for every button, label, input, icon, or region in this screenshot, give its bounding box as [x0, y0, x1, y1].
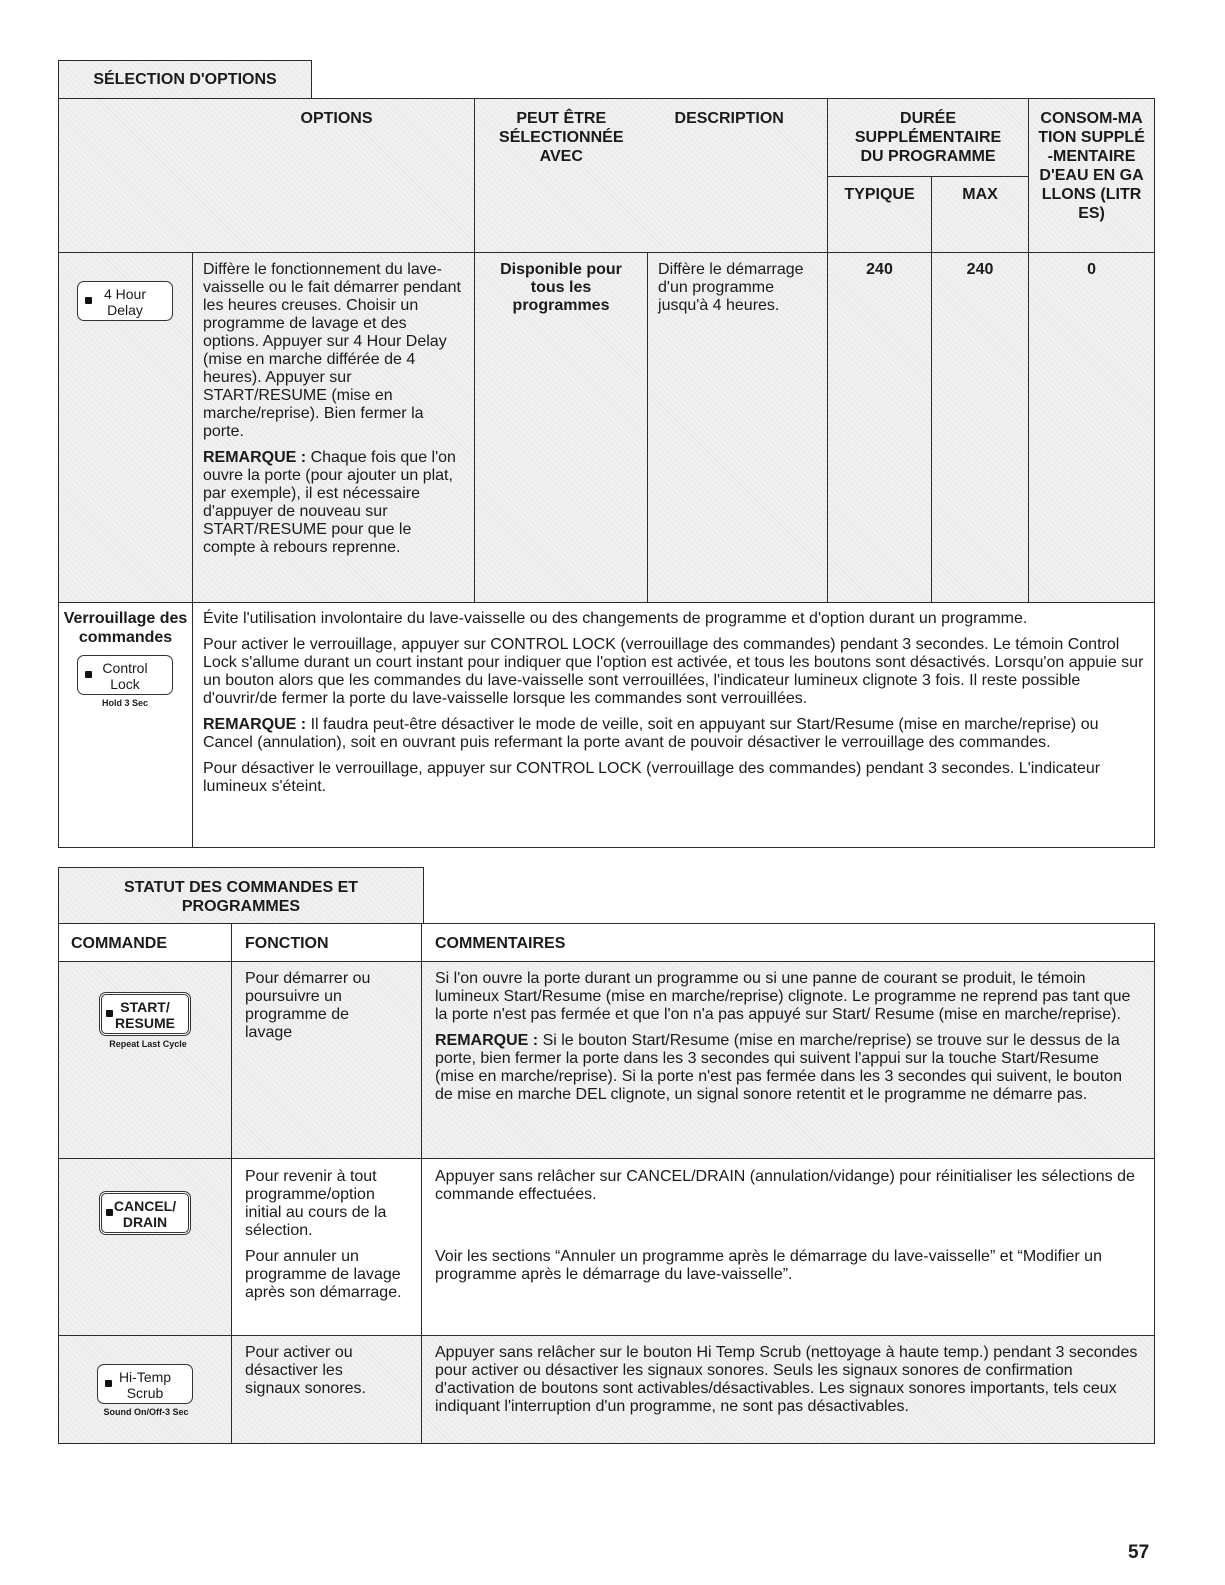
- cancel-drain-line1: CANCEL/: [113, 1198, 177, 1214]
- delay-max-cell: [932, 253, 1029, 603]
- indicator-light-icon: [105, 1380, 112, 1387]
- lock-text-cell: [193, 603, 1155, 848]
- hi-temp-line1: Hi-Temp: [118, 1369, 172, 1385]
- delay-note-label: REMARQUE :: [203, 449, 307, 466]
- status-row-start: [59, 962, 1155, 1159]
- status-title-line1: STATUT DES COMMANDES ET: [123, 879, 359, 896]
- lock-label: Verrouillage des commandes: [63, 610, 188, 646]
- status-row-hitemp: [59, 1336, 1155, 1444]
- delay-row: [59, 253, 1155, 603]
- control-lock-line1: Control: [102, 660, 148, 676]
- cancel-function-p1: Pour revenir à tout programme/option initial au cours de la sélection.: [245, 1168, 387, 1239]
- start-comment-p1: Si l'on ouvre la porte durant un programme ou si une panne de courant se produit, le témoin lumineux Start/Resume (mise en marche/reprise) clignote. Le programme ne reprend pas tant que la porte n'est pas fermée et que l'on n'a pas appuyé sur Start/ Resume (mise en marche/reprise).: [435, 970, 1131, 1023]
- delay-description-cell: [648, 253, 828, 603]
- start-note-label: REMARQUE :: [435, 1032, 539, 1049]
- hitemp-function-cell: [232, 1336, 422, 1444]
- cancel-drain-line2: DRAIN: [122, 1214, 168, 1230]
- header-options-text: OPTIONS: [300, 110, 373, 127]
- delay-typical-value: 240: [866, 261, 893, 278]
- lock-row: [59, 603, 1155, 848]
- header-added-time-text: DURÉE SUPPLÉMENTAIRE DU PROGRAMME: [854, 110, 1002, 165]
- cancel-comment-p2: Voir les sections “Annuler un programme après le démarrage du lave-vaisselle” et “Modifier un programme après le démarrage du lave-vaisselle”.: [435, 1248, 1102, 1283]
- header-typical: [828, 177, 932, 253]
- options-section-title: [58, 60, 312, 99]
- lock-p1: Évite l'utilisation involontaire du lave-vaisselle ou des changements de programme et d'option durant un programme.: [203, 610, 1028, 627]
- status-table: [58, 923, 1155, 1444]
- start-button-cell: [59, 962, 232, 1159]
- delay-option-cell: [193, 253, 475, 603]
- header-options: [59, 99, 475, 253]
- delay-selectable-text: Disponible pour tous les programmes: [500, 261, 622, 314]
- delay-selectable-cell: [475, 253, 648, 603]
- delay-description-text: Diffère le démarrage d'un programme jusqu'à 4 heures.: [658, 261, 804, 314]
- header-function-text: FONCTION: [245, 935, 329, 952]
- start-resume-line1: START/: [120, 999, 170, 1015]
- cancel-comment-p1: Appuyer sans relâcher sur CANCEL/DRAIN (annulation/vidange) pour réinitialiser les sélections de commande effectuées.: [435, 1168, 1135, 1203]
- start-function-text: Pour démarrer ou poursuivre un programme de lavage: [245, 970, 371, 1041]
- hi-temp-scrub-button[interactable]: [97, 1364, 193, 1404]
- delay-note: [203, 449, 464, 557]
- hi-temp-line2: Scrub: [126, 1385, 164, 1401]
- delay-typical-cell: [828, 253, 932, 603]
- delay-button-cell: [59, 253, 193, 603]
- status-row-cancel: [59, 1159, 1155, 1336]
- lock-note-label: REMARQUE :: [203, 716, 307, 733]
- lock-note: [203, 716, 1144, 752]
- cancel-comment-cell: [422, 1159, 1155, 1336]
- hi-temp-caption: Sound On/Off-3 Sec: [103, 1407, 189, 1417]
- start-comment-cell: [422, 962, 1155, 1159]
- control-lock-line2: Lock: [110, 676, 140, 692]
- indicator-light-icon: [106, 1010, 113, 1017]
- indicator-light-icon: [106, 1209, 113, 1216]
- header-command: [59, 924, 232, 962]
- lock-label-cell: [59, 603, 193, 848]
- hitemp-button-cell: [59, 1336, 232, 1444]
- start-resume-line2: RESUME: [115, 1015, 175, 1031]
- status-section-title: [58, 867, 424, 923]
- start-resume-caption: Repeat Last Cycle: [109, 1039, 187, 1049]
- start-note: [435, 1032, 1142, 1104]
- header-function: [232, 924, 422, 962]
- four-hour-delay-line1: 4 Hour: [103, 286, 147, 302]
- cancel-drain-button[interactable]: [99, 1191, 191, 1235]
- start-function-cell: [232, 962, 422, 1159]
- header-description-text: DESCRIPTION: [674, 110, 784, 127]
- status-header-row: [59, 924, 1155, 962]
- lock-p4: Pour désactiver le verrouillage, appuyer sur CONTROL LOCK (verrouillage des commandes) pendant 3 secondes. L'indicateur lumineux s'éteint.: [203, 760, 1101, 795]
- options-section-title-text: SÉLECTION D'OPTIONS: [93, 71, 277, 88]
- delay-option-text: Diffère le fonctionnement du lave-vaisselle ou le fait démarrer pendant les heures creuses. Choisir un programme de lavage et des options. Appuyer sur 4 Hour Delay (mise en marche différée de 4 heures). Appuyer sur START/RESUME (mise en marche/reprise). Bien fermer la porte.: [203, 261, 461, 440]
- delay-note-text: Chaque fois que l'on ouvre la porte (pour ajouter un plat, par exemple), il est nécessaire d'appuyer de nouveau sur START/RESUME pour que le compte à rebours reprenne.: [203, 449, 456, 556]
- options-table: [58, 98, 1155, 848]
- header-typical-text: TYPIQUE: [844, 186, 915, 203]
- cancel-function-p2: Pour annuler un programme de lavage après son démarrage.: [245, 1248, 402, 1301]
- delay-water-cell: [1029, 253, 1155, 603]
- header-selectable-with-text: PEUT ÊTRE SÉLECTIONNÉE AVEC: [499, 110, 624, 165]
- cancel-button-cell: [59, 1159, 232, 1336]
- header-comments-text: COMMENTAIRES: [435, 935, 566, 952]
- start-resume-button[interactable]: [99, 992, 191, 1036]
- header-max-text: MAX: [962, 186, 998, 203]
- header-command-text: COMMANDE: [71, 935, 167, 952]
- header-water: [1029, 99, 1155, 253]
- status-title-line2: PROGRAMMES: [181, 898, 301, 915]
- control-lock-button[interactable]: [77, 655, 173, 695]
- header-max: [932, 177, 1029, 253]
- delay-max-value: 240: [966, 261, 994, 278]
- page-number: 57: [1128, 1542, 1150, 1563]
- four-hour-delay-button[interactable]: [77, 281, 173, 321]
- lock-note-text: Il faudra peut-être désactiver le mode de veille, soit en appuyant sur Start/Resume (mise en marche/reprise) ou Cancel (annulation), soit en ouvrant puis refermant la porte avant de pouvoir désactiver le verrouillage des commandes.: [203, 716, 1099, 751]
- delay-water-value: 0: [1087, 261, 1096, 278]
- control-lock-caption: Hold 3 Sec: [101, 698, 148, 708]
- start-note-text: Si le bouton Start/Resume (mise en marche/reprise) se trouve sur le dessus de la porte, bien fermer la porte dans les 3 secondes qui suivent l'appui sur la touche Start/Resume (mise en marche/reprise). Si la porte n'est pas fermée dans les 3 secondes qui suivent, le bouton de mise en marche DEL clignote, un signal sonore retentit et le programme ne démarre pas.: [435, 1032, 1122, 1103]
- lock-p2: Pour activer le verrouillage, appuyer sur CONTROL LOCK (verrouillage des commandes) pendant 3 secondes. Le témoin Control Lock s'allume durant un court instant pour indiquer que l'option est activée, et tous les boutons sont désactivés. Lorsqu'on appuie sur un bouton alors que les commandes du lave-vaisselle sont verrouillées, l'indicateur lumineux clignote 3 fois. Il reste possible d'ouvrir/de fermer la porte du lave-vaisselle lorsque les commandes sont verrouillées.: [203, 636, 1144, 707]
- header-selectable-with: [475, 99, 828, 253]
- indicator-light-icon: [85, 671, 92, 678]
- hitemp-function-text: Pour activer ou désactiver les signaux sonores.: [245, 1344, 366, 1397]
- header-comments: [422, 924, 1155, 962]
- cancel-function-cell: [232, 1159, 422, 1336]
- hitemp-comment-cell: [422, 1336, 1155, 1444]
- header-added-time: [828, 99, 1029, 177]
- hitemp-comment-text: Appuyer sans relâcher sur le bouton Hi Temp Scrub (nettoyage à haute temp.) pendant 3 secondes pour activer ou désactiver les signaux sonores. Seuls les signaux sonores de confirmation d'activation de boutons sont activables/désactivables. Les signaux sonores importants, tels ceux indiquant l'interruption d'un programme, ne sont pas désactivables.: [435, 1344, 1138, 1415]
- indicator-light-icon: [85, 297, 92, 304]
- four-hour-delay-line2: Delay: [107, 302, 143, 318]
- header-water-text: CONSOM-MATION SUPPLÉ-MENTAIRE D'EAU EN GALLONS (LITRES): [1038, 110, 1145, 222]
